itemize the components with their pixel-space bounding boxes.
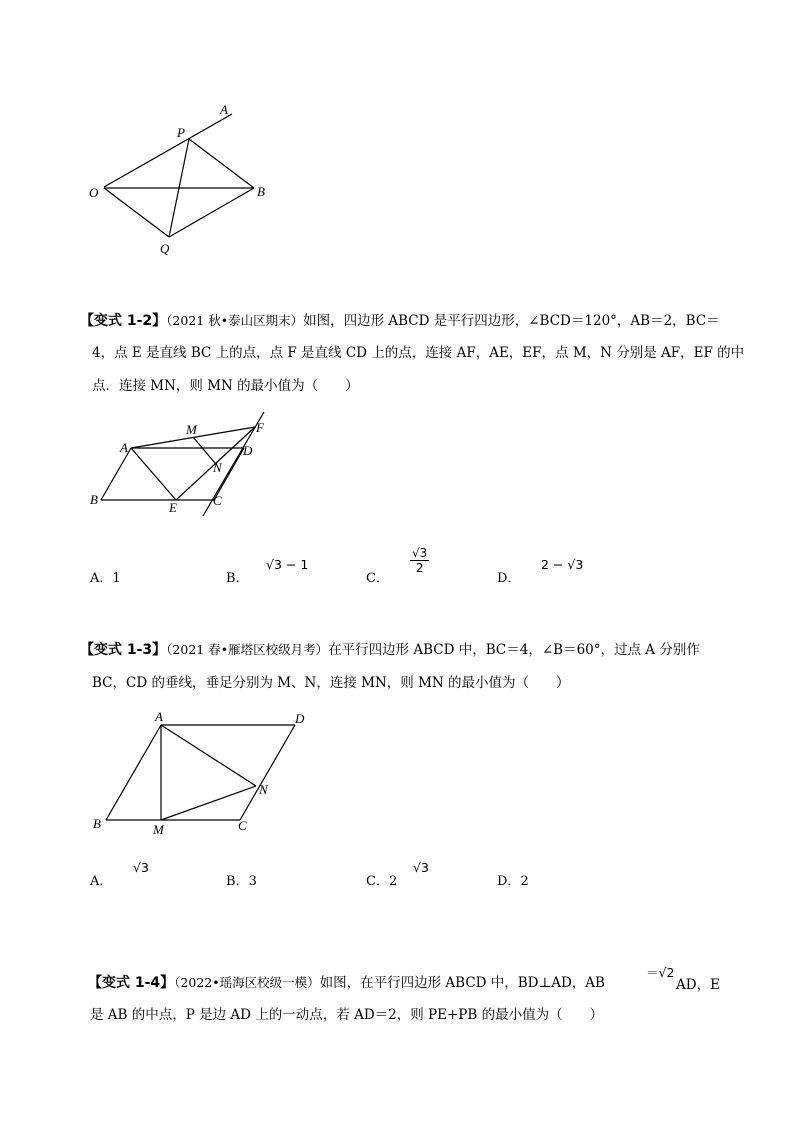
q2-source: （2021 秋•泰山区期末） bbox=[166, 313, 304, 328]
q4-line1 bbox=[88, 973, 605, 993]
q2-segment-ef bbox=[176, 427, 255, 500]
q2-line-cd-extended bbox=[203, 412, 264, 516]
q2-segment-ae bbox=[131, 448, 176, 500]
label-p: P bbox=[177, 125, 185, 140]
q2-segment-ab bbox=[101, 448, 131, 500]
q3-line1 bbox=[80, 640, 700, 660]
q4-text-1a: 如图，在平行四边形 ABCD 中，BD⊥AD，AB bbox=[319, 975, 605, 991]
q2-label-c: C bbox=[213, 493, 222, 508]
q2-option-a-letter: A． bbox=[90, 571, 113, 586]
q3-source: （2021 春•雁塔区校级月考） bbox=[166, 642, 329, 657]
q2-option-d-letter: D． bbox=[497, 571, 521, 586]
q3-option-b-value: 3 bbox=[248, 874, 257, 889]
q3-label-m: M bbox=[153, 822, 164, 837]
q2-option-b-letter: B． bbox=[226, 571, 249, 586]
q2-option-c-fraction bbox=[410, 546, 429, 575]
q2-line3: 点．连接 MN，则 MN 的最小值为（ ） bbox=[92, 378, 359, 394]
q3-segment-ab bbox=[106, 725, 161, 820]
q3-label-b: B bbox=[93, 816, 101, 831]
q2-line2: 4，点 E 是直线 BC 上的点，点 F 是直线 CD 上的点，连接 AF，AE，EF，点 M，N 分别是 AF，EF 的中 bbox=[92, 345, 745, 361]
q3-segment-mn bbox=[161, 786, 256, 820]
ray-pa bbox=[104, 114, 232, 187]
q2-option-b-value: √3 − 1 bbox=[266, 557, 309, 572]
label-b: B bbox=[257, 184, 265, 199]
q3-segment-an bbox=[161, 725, 256, 786]
q3-option-c[interactable] bbox=[366, 870, 397, 889]
segment-pq bbox=[169, 139, 189, 237]
q3-option-d-letter: D． bbox=[497, 874, 521, 889]
q3-option-b[interactable] bbox=[226, 870, 257, 889]
q3-line2: BC，CD 的垂线，垂足分别为 M、N，连接 MN，则 MN 的最小值为（ ） bbox=[92, 675, 570, 691]
q4-equation: ＝√2 bbox=[646, 965, 675, 980]
q3-option-a[interactable] bbox=[90, 870, 112, 889]
q2-label-f: F bbox=[256, 420, 264, 435]
q3-label-n: N bbox=[259, 782, 268, 797]
q3-option-c-root: √3 bbox=[413, 860, 429, 875]
q3-option-c-letter: C． bbox=[366, 874, 389, 889]
q2-label-m: M bbox=[186, 422, 197, 437]
q4-source: （2022•瑶海区校级一模） bbox=[174, 975, 320, 990]
q2-label-d: D bbox=[243, 443, 253, 458]
q2-line1 bbox=[80, 311, 720, 331]
q3-option-c-value: 2 bbox=[388, 874, 398, 889]
label-o: O bbox=[89, 185, 99, 200]
q3-option-a-value: √3 bbox=[133, 860, 149, 875]
segment-oq bbox=[104, 188, 169, 237]
q4-tag: 【变式 1-4】 bbox=[88, 975, 175, 991]
q2-option-c-letter: C． bbox=[366, 571, 389, 586]
q2-text-1: 如图，四边形 ABCD 是平行四边形，∠BCD＝120°，AB＝2，BC＝ bbox=[303, 313, 720, 329]
q2-segment-mn bbox=[193, 437, 215, 463]
q3-tag: 【变式 1-3】 bbox=[80, 642, 167, 658]
segment-pb bbox=[189, 139, 254, 188]
q2-tag: 【变式 1-2】 bbox=[80, 313, 167, 329]
label-q: Q bbox=[160, 241, 170, 256]
q3-option-b-letter: B． bbox=[226, 874, 249, 889]
q2-option-d-value: 2 − √3 bbox=[541, 557, 584, 572]
q3-label-a: A bbox=[155, 709, 163, 724]
q2-label-a: A bbox=[120, 440, 128, 455]
q2-option-d[interactable] bbox=[497, 567, 520, 586]
q2-option-c-numerator: √3 bbox=[412, 546, 428, 560]
q2-option-a-value: 1 bbox=[112, 571, 121, 586]
q3-label-d: D bbox=[295, 711, 305, 726]
q3-option-d[interactable] bbox=[497, 870, 529, 889]
q3-text-1: 在平行四边形 ABCD 中，BC＝4，∠B＝60°，过点 A 分别作 bbox=[328, 642, 700, 658]
q2-label-e: E bbox=[169, 500, 177, 515]
q2-segment-af bbox=[131, 427, 255, 448]
q4-text-1b: AD，E bbox=[676, 977, 720, 993]
q2-option-b[interactable] bbox=[226, 567, 249, 586]
q3-option-d-value: 2 bbox=[520, 874, 529, 889]
label-a: A bbox=[220, 102, 228, 117]
segment-qb bbox=[169, 188, 254, 237]
q3-option-a-letter: A． bbox=[90, 874, 113, 889]
q2-option-c-denominator: 2 bbox=[415, 561, 424, 575]
q2-option-a[interactable] bbox=[90, 567, 121, 586]
q2-label-n: N bbox=[213, 460, 222, 475]
q2-segment-cd bbox=[214, 448, 244, 500]
q3-label-c: C bbox=[238, 818, 247, 833]
q2-option-c[interactable] bbox=[366, 567, 389, 586]
q3-segment-cd bbox=[240, 725, 295, 820]
q2-label-b: B bbox=[90, 492, 98, 507]
q4-line2: 是 AB 的中点，P 是边 AD 上的一动点，若 AD＝2，则 PE+PB 的最小值为（ ） bbox=[90, 1007, 604, 1023]
